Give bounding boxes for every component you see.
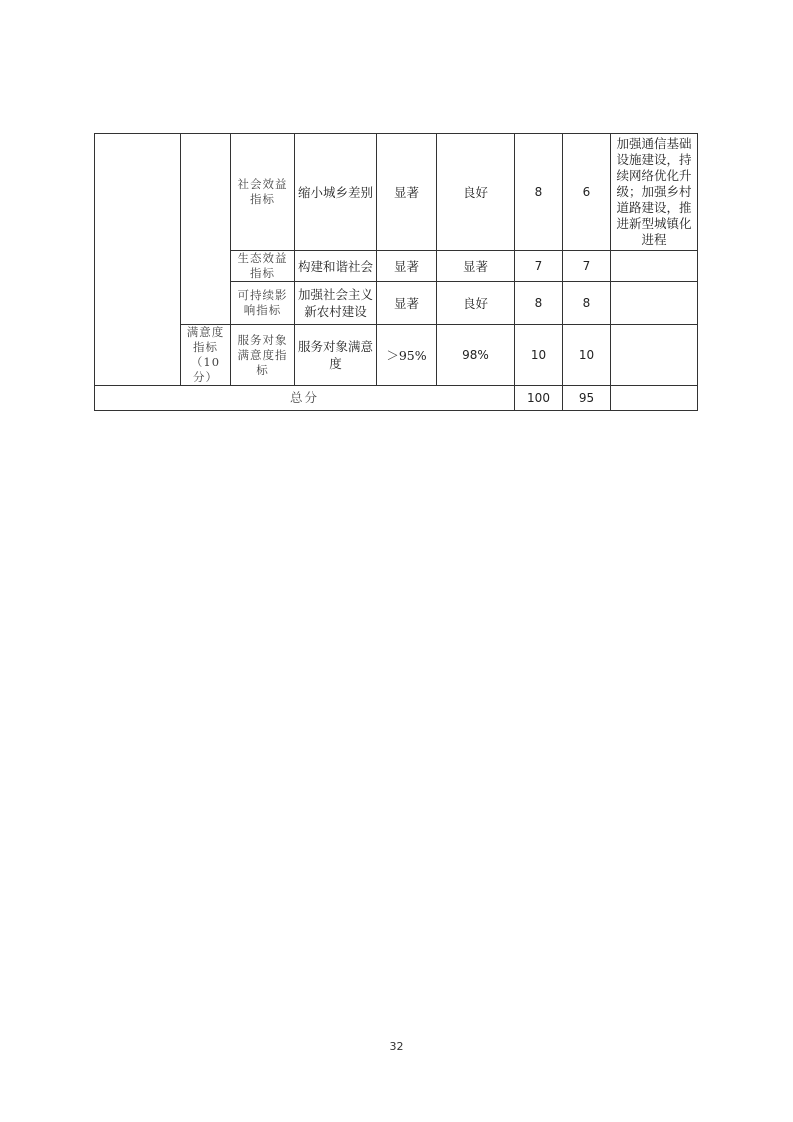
target-cell: 显著	[377, 251, 437, 282]
actual-cell: 良好	[437, 282, 515, 325]
note-cell	[611, 282, 698, 325]
indicator-cell: 缩小城乡差别	[295, 134, 377, 251]
indicator-cell: 服务对象满意度	[295, 325, 377, 386]
weight-cell: 10	[515, 325, 563, 386]
category-cell: 可持续影响指标	[231, 282, 295, 325]
total-row	[95, 386, 698, 411]
target-cell: 显著	[377, 282, 437, 325]
table-row	[95, 325, 698, 386]
total-label-cell: 总分	[95, 386, 515, 411]
note-cell: 加强通信基础设施建设，持续网络优化升级；加强乡村道路建设，推进新型城镇化进程	[611, 134, 698, 251]
note-cell	[611, 251, 698, 282]
note-cell	[611, 325, 698, 386]
weight-cell: 8	[515, 134, 563, 251]
actual-cell: 良好	[437, 134, 515, 251]
category-cell: 社会效益指标	[231, 134, 295, 251]
score-cell: 6	[563, 134, 611, 251]
indicator-cell: 加强社会主义新农村建设	[295, 282, 377, 325]
score-cell: 8	[563, 282, 611, 325]
weight-cell: 8	[515, 282, 563, 325]
score-cell: 10	[563, 325, 611, 386]
score-cell: 7	[563, 251, 611, 282]
target-cell: ＞95%	[377, 325, 437, 386]
category-cell: 服务对象满意度指标	[231, 325, 295, 386]
performance-table	[94, 133, 698, 411]
total-score-cell: 95	[563, 386, 611, 411]
blank-level1-cell	[95, 134, 181, 386]
weight-cell: 7	[515, 251, 563, 282]
target-cell: 显著	[377, 134, 437, 251]
total-note-cell	[611, 386, 698, 411]
category-cell: 生态效益指标	[231, 251, 295, 282]
group-cell: 满意度指标（10分）	[181, 325, 231, 386]
indicator-cell: 构建和谐社会	[295, 251, 377, 282]
blank-level2-cell	[181, 134, 231, 325]
page-number: 32	[389, 1040, 404, 1053]
actual-cell: 显著	[437, 251, 515, 282]
total-weight-cell: 100	[515, 386, 563, 411]
actual-cell: 98%	[437, 325, 515, 386]
table-row	[95, 134, 698, 251]
